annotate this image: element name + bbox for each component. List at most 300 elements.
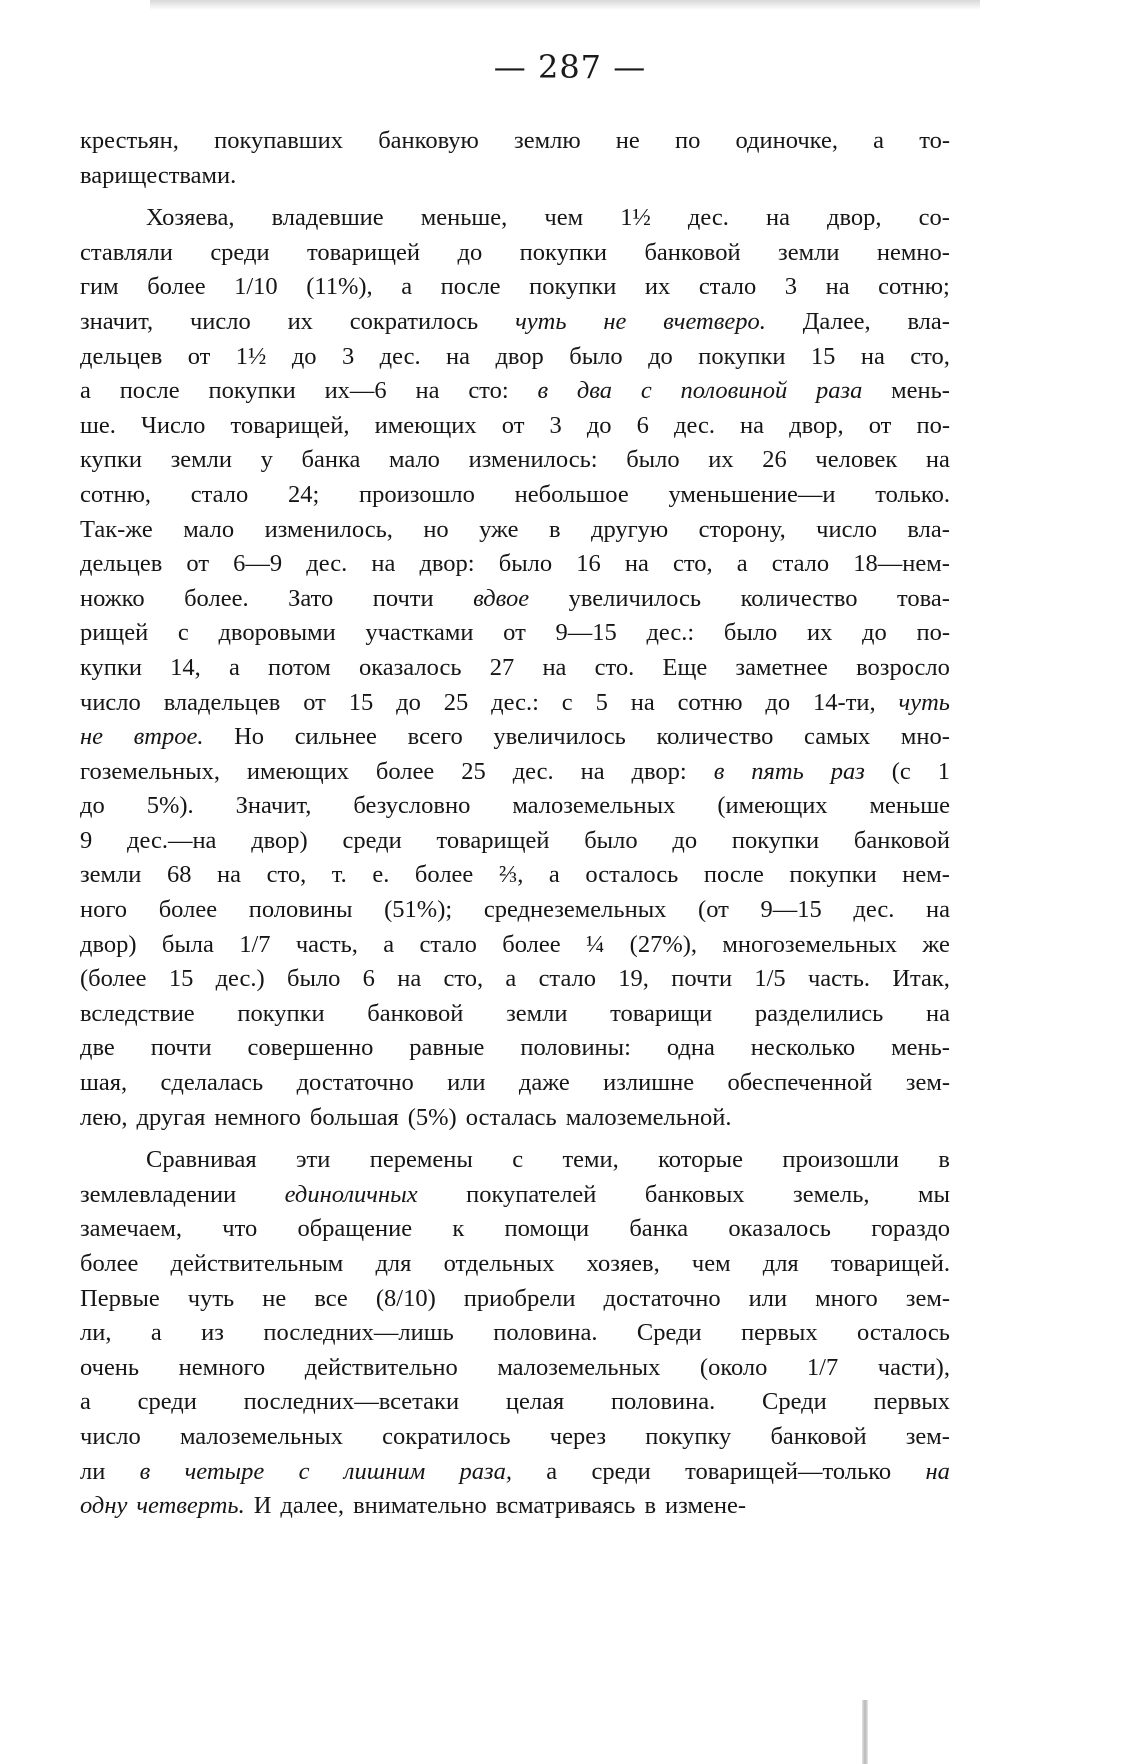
word: немного (214, 1103, 301, 1131)
word: увеличилось (493, 723, 626, 751)
word: 26 (762, 446, 787, 474)
word: 18—нем- (853, 550, 950, 578)
text-line (80, 928, 950, 963)
word: среди (342, 826, 402, 854)
word: уменьшение—и (668, 480, 836, 508)
word: человек (815, 446, 898, 474)
word: внимательно (353, 1492, 487, 1520)
word: с (177, 619, 189, 647)
word: Так-же (80, 515, 153, 543)
text-line (80, 1455, 950, 1490)
word: через (549, 1422, 607, 1450)
word: земли (778, 238, 840, 266)
word: было (286, 965, 341, 993)
word: все (314, 1284, 348, 1312)
word: 9—15 (760, 896, 822, 924)
word: мы (917, 1180, 950, 1208)
word: ли (80, 1457, 106, 1485)
word: покупки (237, 999, 325, 1027)
word: дес. (512, 757, 554, 785)
text-line (80, 305, 950, 340)
word: их (287, 307, 313, 335)
word: первых (873, 1388, 950, 1416)
word: 1½ (235, 342, 267, 370)
word: 1 (937, 757, 950, 785)
word: земли (506, 999, 568, 1027)
word: одиночке, (735, 127, 838, 154)
word: только. (875, 480, 950, 508)
word: у (260, 446, 273, 474)
word: раза, (459, 1457, 512, 1485)
word: на (925, 446, 950, 474)
word: дес.: (491, 688, 539, 716)
word: мало (183, 515, 235, 543)
word: Но (234, 723, 265, 751)
word: ножко (80, 584, 145, 612)
word: ли, (80, 1319, 112, 1347)
word: их (644, 273, 671, 301)
text-line (80, 858, 950, 893)
word: малоземельных (179, 1422, 343, 1450)
word: покупателей (466, 1180, 597, 1208)
word: первых (741, 1319, 818, 1347)
word: гим (80, 273, 119, 301)
word: това- (897, 584, 950, 612)
word: два (576, 377, 613, 405)
word: было (626, 446, 680, 474)
word: мало (389, 446, 440, 474)
word: шая, (80, 1069, 128, 1097)
word: т. (331, 861, 347, 889)
word: до (765, 688, 791, 716)
word: чем (544, 204, 584, 232)
word: покупки (208, 377, 296, 405)
word: совершенно (247, 1034, 374, 1062)
word: последних—лишь (263, 1319, 454, 1347)
word: обеспеченной (727, 1069, 873, 1097)
word: среди (210, 238, 270, 266)
word: действительно (304, 1353, 458, 1381)
word: сильнее (294, 723, 377, 751)
word: изменилось, (264, 515, 393, 543)
word: малоземельных (512, 792, 676, 820)
word: 6 (636, 411, 649, 439)
word: ¼ (585, 930, 605, 958)
word: Итак, (892, 965, 950, 993)
word: обращение (297, 1215, 413, 1243)
word: имеющих (374, 411, 477, 439)
word: на (624, 550, 649, 578)
text-line (80, 1101, 950, 1136)
word: товарищи (610, 999, 713, 1027)
word: части), (877, 1353, 950, 1381)
word: Число (140, 411, 206, 439)
word: товарищей, (230, 411, 350, 439)
word: почти (150, 1034, 212, 1062)
word: небольшое (514, 480, 629, 508)
word: до (586, 411, 612, 439)
word: вследствие (80, 999, 195, 1027)
word: от (186, 550, 210, 578)
word: их—6 (324, 377, 387, 405)
word: 5 (595, 688, 608, 716)
paragraph-gap (80, 1135, 950, 1143)
word: произошло (359, 480, 475, 508)
word: в (537, 377, 549, 405)
word: осталось (585, 861, 679, 889)
word: которые (658, 1146, 743, 1174)
word: много (815, 1284, 878, 1312)
word: (5%) (407, 1103, 457, 1131)
word: большая (309, 1103, 399, 1131)
text-line (80, 409, 950, 444)
word: несколько (750, 1034, 856, 1062)
word: более (80, 1250, 139, 1277)
text-line (80, 755, 950, 790)
word: в (139, 1457, 151, 1485)
word: более (502, 930, 561, 958)
word: теми, (562, 1146, 619, 1174)
word: половины (248, 896, 353, 924)
word: единоличных (284, 1180, 418, 1208)
word: другую (590, 515, 669, 543)
word: от (501, 411, 525, 439)
text-line (80, 236, 950, 271)
word: чуть (187, 1284, 235, 1312)
word: на (580, 757, 605, 785)
word: далее, (280, 1492, 345, 1520)
word: владевшие (271, 204, 384, 232)
word: 3 (784, 273, 798, 301)
word: ⅔, (498, 861, 524, 889)
word: дворовыми (218, 619, 336, 647)
word: а (401, 273, 413, 301)
word: двор (495, 342, 544, 370)
word: на (371, 550, 396, 578)
word: банка (301, 446, 361, 474)
word: число (816, 515, 877, 543)
word: было (584, 826, 638, 854)
word: их (708, 446, 734, 474)
word: на (925, 896, 950, 924)
word: стало (698, 273, 757, 301)
word: зем- (905, 1069, 950, 1097)
word: сто, (910, 342, 950, 370)
word: Сравнивая (146, 1146, 257, 1174)
word: двор, (827, 204, 882, 232)
word: на (740, 411, 765, 439)
word: мень- (891, 1034, 950, 1062)
word: для (375, 1250, 412, 1277)
word: товарищей (307, 238, 421, 266)
word: покупки (698, 342, 786, 370)
word: И (253, 1492, 272, 1520)
word: с (298, 1457, 310, 1485)
word: покупку (645, 1422, 732, 1450)
word: даже (518, 1069, 570, 1097)
word: гоземельных, (80, 757, 220, 785)
word: лишним (343, 1457, 426, 1485)
word: дес.) (215, 965, 265, 993)
word: ше. (80, 411, 116, 439)
word: сократилось (349, 307, 479, 335)
word: (51%); (384, 896, 453, 924)
text-line (80, 789, 950, 824)
word: земель, (793, 1180, 870, 1208)
word: банковой (367, 999, 464, 1027)
word: оказалось (728, 1215, 831, 1243)
word: раз (830, 757, 865, 785)
word: двор) (251, 826, 308, 854)
word: возросло (856, 653, 950, 681)
word: дес. (687, 204, 729, 232)
word: более. (184, 584, 249, 612)
word: до (672, 826, 698, 854)
word: чуть (898, 688, 950, 716)
text-line (80, 1385, 950, 1420)
word: почти (372, 584, 434, 612)
word: в (713, 757, 725, 785)
word: более (158, 896, 218, 924)
word: значит, (80, 307, 154, 335)
word: вчетверо. (663, 307, 766, 335)
word: меньше (869, 792, 950, 820)
text-line (80, 1031, 950, 1066)
word: для (762, 1250, 799, 1277)
word: дельцев (80, 550, 163, 578)
word: товарищей. (830, 1250, 950, 1277)
word: от (503, 619, 526, 647)
text-line (80, 513, 950, 548)
word: немно- (876, 238, 950, 266)
word: двор: (419, 550, 475, 578)
word: их (806, 619, 833, 647)
word: достаточно (296, 1069, 414, 1097)
word: 25 (443, 688, 469, 716)
word: на (397, 965, 422, 993)
word: сократилось (382, 1422, 511, 1450)
word: двор, (789, 411, 844, 439)
word: не (603, 307, 627, 335)
word: 15 (348, 688, 374, 716)
text-line (80, 616, 950, 651)
word: было (569, 342, 623, 370)
word: более (414, 861, 474, 889)
word: вариществами. (80, 161, 237, 189)
word: стало (190, 480, 249, 508)
word: 14, (170, 653, 201, 681)
word: до (457, 238, 483, 266)
word: почти (671, 965, 733, 993)
word: покупавших (214, 127, 344, 154)
word: (с (891, 757, 911, 785)
word: от (187, 342, 211, 370)
word: эти (296, 1146, 331, 1174)
word: двор) (80, 930, 137, 958)
word: 27 (489, 653, 515, 681)
word: сотню; (878, 273, 950, 301)
word: часть, (295, 930, 358, 958)
word: хозяев, (586, 1250, 660, 1277)
word: половины: (520, 1034, 631, 1062)
word: не (615, 127, 640, 154)
text-line (80, 478, 950, 513)
text-line (80, 893, 950, 928)
word: 3 (341, 342, 355, 370)
word: нем- (902, 861, 950, 889)
word: 15 (168, 965, 194, 993)
word: на (825, 273, 850, 301)
word: стало (538, 965, 597, 993)
word: банковой (644, 238, 741, 266)
text-line (80, 159, 950, 194)
word: 1½ (620, 204, 651, 232)
word: а (383, 930, 395, 958)
word: среди (591, 1457, 651, 1485)
word: число (189, 307, 251, 335)
text-line (80, 270, 950, 305)
text-line (80, 720, 950, 755)
word: из (201, 1319, 224, 1347)
word: действительным (170, 1250, 344, 1277)
word: половина. (493, 1319, 598, 1347)
word: было (498, 550, 553, 578)
word: а (873, 127, 885, 154)
text-line (80, 824, 950, 859)
word: втрое. (133, 723, 204, 751)
word: (11%), (306, 273, 373, 301)
scan-artifact (862, 1700, 868, 1764)
word: а (548, 861, 560, 889)
word: 9 (80, 826, 93, 854)
word: покупки (731, 826, 820, 854)
word: целая (505, 1388, 565, 1416)
word: увеличилось (568, 584, 702, 612)
text-line (80, 1351, 950, 1386)
word: на (542, 653, 567, 681)
word: гораздо (871, 1215, 950, 1243)
word: среднеземельных (483, 896, 667, 924)
word: четверть. (136, 1492, 245, 1520)
word: с (512, 1146, 524, 1174)
word: покупки (529, 273, 617, 301)
word: одна (666, 1034, 715, 1062)
word: Далее, (802, 307, 871, 335)
text-line (80, 374, 950, 409)
word: на (630, 688, 655, 716)
word: последних—всетаки (243, 1388, 460, 1416)
text-line (80, 1247, 950, 1282)
word: в (938, 1146, 950, 1174)
word: покупки (789, 861, 877, 889)
word: более (147, 273, 206, 301)
word: на (765, 204, 790, 232)
word: сто, (672, 550, 713, 578)
word: (более (80, 965, 147, 993)
word: на (446, 342, 471, 370)
text-line (80, 651, 950, 686)
word: двор: (631, 757, 687, 785)
word: Первые (80, 1284, 160, 1312)
text-line (80, 1143, 950, 1178)
text-line (80, 1489, 950, 1524)
word: осталась (465, 1103, 557, 1131)
word: Среди (636, 1319, 702, 1347)
word: дес. (674, 411, 715, 439)
word: купки (80, 446, 142, 474)
word: на (860, 342, 885, 370)
word: 19, (618, 965, 649, 993)
word: зем- (905, 1284, 950, 1312)
word: дес. (853, 896, 895, 924)
word: (от (698, 896, 729, 924)
word: до (80, 792, 105, 820)
word: владельцев (163, 688, 281, 716)
word: сто, (443, 965, 484, 993)
word: с (640, 377, 652, 405)
word: к (452, 1215, 465, 1243)
word: но (423, 515, 449, 543)
word: до (291, 342, 317, 370)
word: число (80, 1422, 141, 1450)
word: 6 (362, 965, 375, 993)
word: всматриваясь (495, 1492, 636, 1520)
word: (около (699, 1353, 768, 1381)
text-line (80, 124, 950, 159)
word: банковую (378, 127, 479, 154)
word: многоземельных (722, 930, 898, 958)
word: а (150, 1319, 162, 1347)
word: Значит, (235, 792, 312, 820)
word: 1/7 (806, 1353, 839, 1381)
word: дес.—на (127, 826, 217, 854)
word: после (119, 377, 180, 405)
word: покупки (519, 238, 607, 266)
word: уже (479, 515, 519, 543)
word: со- (918, 204, 950, 232)
word: более (375, 757, 435, 785)
word: с (561, 688, 573, 716)
word: 1/10 (234, 273, 278, 301)
word: на (925, 1457, 950, 1485)
text-line (80, 1178, 950, 1213)
word: сотню (677, 688, 743, 716)
word: 3 (549, 411, 562, 439)
word: купки (80, 653, 142, 681)
word: на (217, 861, 242, 889)
word: банка (629, 1215, 689, 1243)
word: число (80, 688, 141, 716)
word: а (505, 965, 517, 993)
text-line (80, 1282, 950, 1317)
word: безусловно (353, 792, 471, 820)
word: другая (136, 1103, 206, 1131)
word: очень (80, 1353, 140, 1381)
word: Хозяева, (146, 204, 235, 232)
scan-shadow (150, 0, 980, 10)
word: чуть (515, 307, 567, 335)
word: пять (751, 757, 804, 785)
word: четыре (184, 1457, 265, 1485)
word: рищей (80, 619, 149, 647)
word: а (80, 377, 91, 405)
word: участками (365, 619, 474, 647)
word: не (262, 1284, 287, 1312)
word: до (862, 619, 887, 647)
word: по- (916, 411, 950, 439)
word: дес. (379, 342, 421, 370)
word: товарищей—только (685, 1457, 892, 1485)
